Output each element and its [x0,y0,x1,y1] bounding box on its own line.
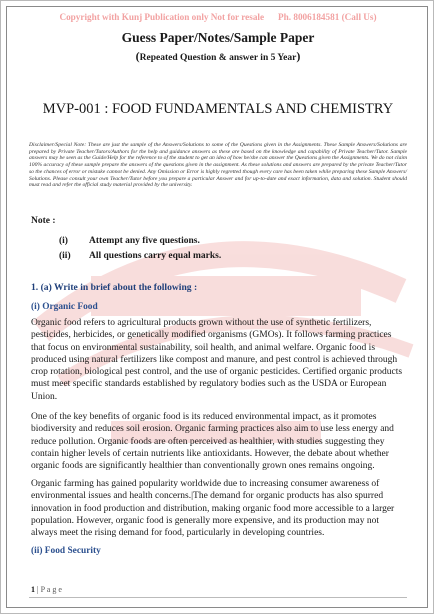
note-item-number: (ii) [59,251,71,261]
footer-divider [29,597,407,598]
paragraph-organic-popularity: Organic farming has gained popularity worldwide due to increasing consumer awareness of environmental issues and health concerns.|The demand for organic products has also spurred innovation in food production and distribution, making organic food more accessible to a larger population. However, organic food is generally more expensive, and its production may not always meet the rising demand for food, particularly in developing countries. [31,479,395,539]
page-footer: 1 | P a g e [31,585,62,594]
page-number: 1 [31,585,35,594]
copyright-header [1,12,434,22]
subtitle-text: Repeated Question & answer in 5 Year [139,53,297,63]
note-item-text: Attempt any five questions. [89,236,200,246]
page-label: P a g e [40,585,62,594]
note-item [59,236,200,246]
disclaimer-text: Disclaimer/Special Note: These are just the sample of the Answers/Solutions to some of the Questions given in the Assignments. These Sample Answers/Solutions are prepared by Private Teacher/Tutors/Authors for the help and guidance answers as these are based on the knowledge and capability of Private Teacher/Tutor. Sample answers may be seen as the Guide/Help for the reference to of the student to get an idea of how he/she can answer the Questions given the Assignments. We do not claim 100% accuracy of these sample prepare the answers of the questions given in the assignment. As these solutions and answers are prepared by the private Teacher/Tutor so the chances of error or mistake cannot be denied. Any Omission or Error is highly regretted though every care has been taken while preparing these Sample Answers/ Solutions. Please consult your own Teacher/Tutor before you prepare a particular Answer and for up-to-date and exact information, data and solution. Student should must read and refer the official study material provided by the university. [29,142,407,189]
copyright-text: Copyright with Kunj Publication only Not for resale [59,12,265,22]
subheading-food-security: (ii) Food Security [31,546,101,556]
phone-text: Ph. 8006184581 (Call Us) [278,12,377,22]
question-heading: 1. (a) Write in brief about the following : [31,282,198,293]
note-item [59,251,221,261]
paragraph-organic-benefits: One of the key benefits of organic food is its reduced environmental impact, as it promotes biodiversity and reduces soil erosion. Organic farming practices also aim to use less energy and reduce pollution. Organic foods are often perceived as healthier, with studies suggesting they contain higher levels of certain nutrients like antioxidants. However, the debate about whether organic foods are significantly healthier than conventionally grown ones remains ongoing. [31,412,394,472]
note-item-number: (i) [59,236,68,246]
document-title: Guess Paper/Notes/Sample Paper [121,30,315,45]
note-item-text: All questions carry equal marks. [89,251,222,261]
subheading-organic-food: (i) Organic Food [31,302,98,312]
note-label: Note : [31,216,56,226]
paragraph-organic-definition: Organic food refers to agricultural products grown without the use of synthetic fertilizers, pesticides, herbicides, or genetically modified organisms (GMOs). It follows farming practices that focus on environmental sustainability, soil health, and animal welfare. Organic food is produced using natural fertilizers like compost and manure, and pest control is achieved through crop rotation, biological pest control, and the use of organic pesticides. Certified organic products must meet specific standards established by regulatory bodies such as the USDA or European Union. [31,318,403,402]
document-subtitle: (Repeated Question & answer in 5 Year) [135,49,301,63]
course-title: MVP-001 : FOOD FUNDAMENTALS AND CHEMISTRY [42,101,394,117]
